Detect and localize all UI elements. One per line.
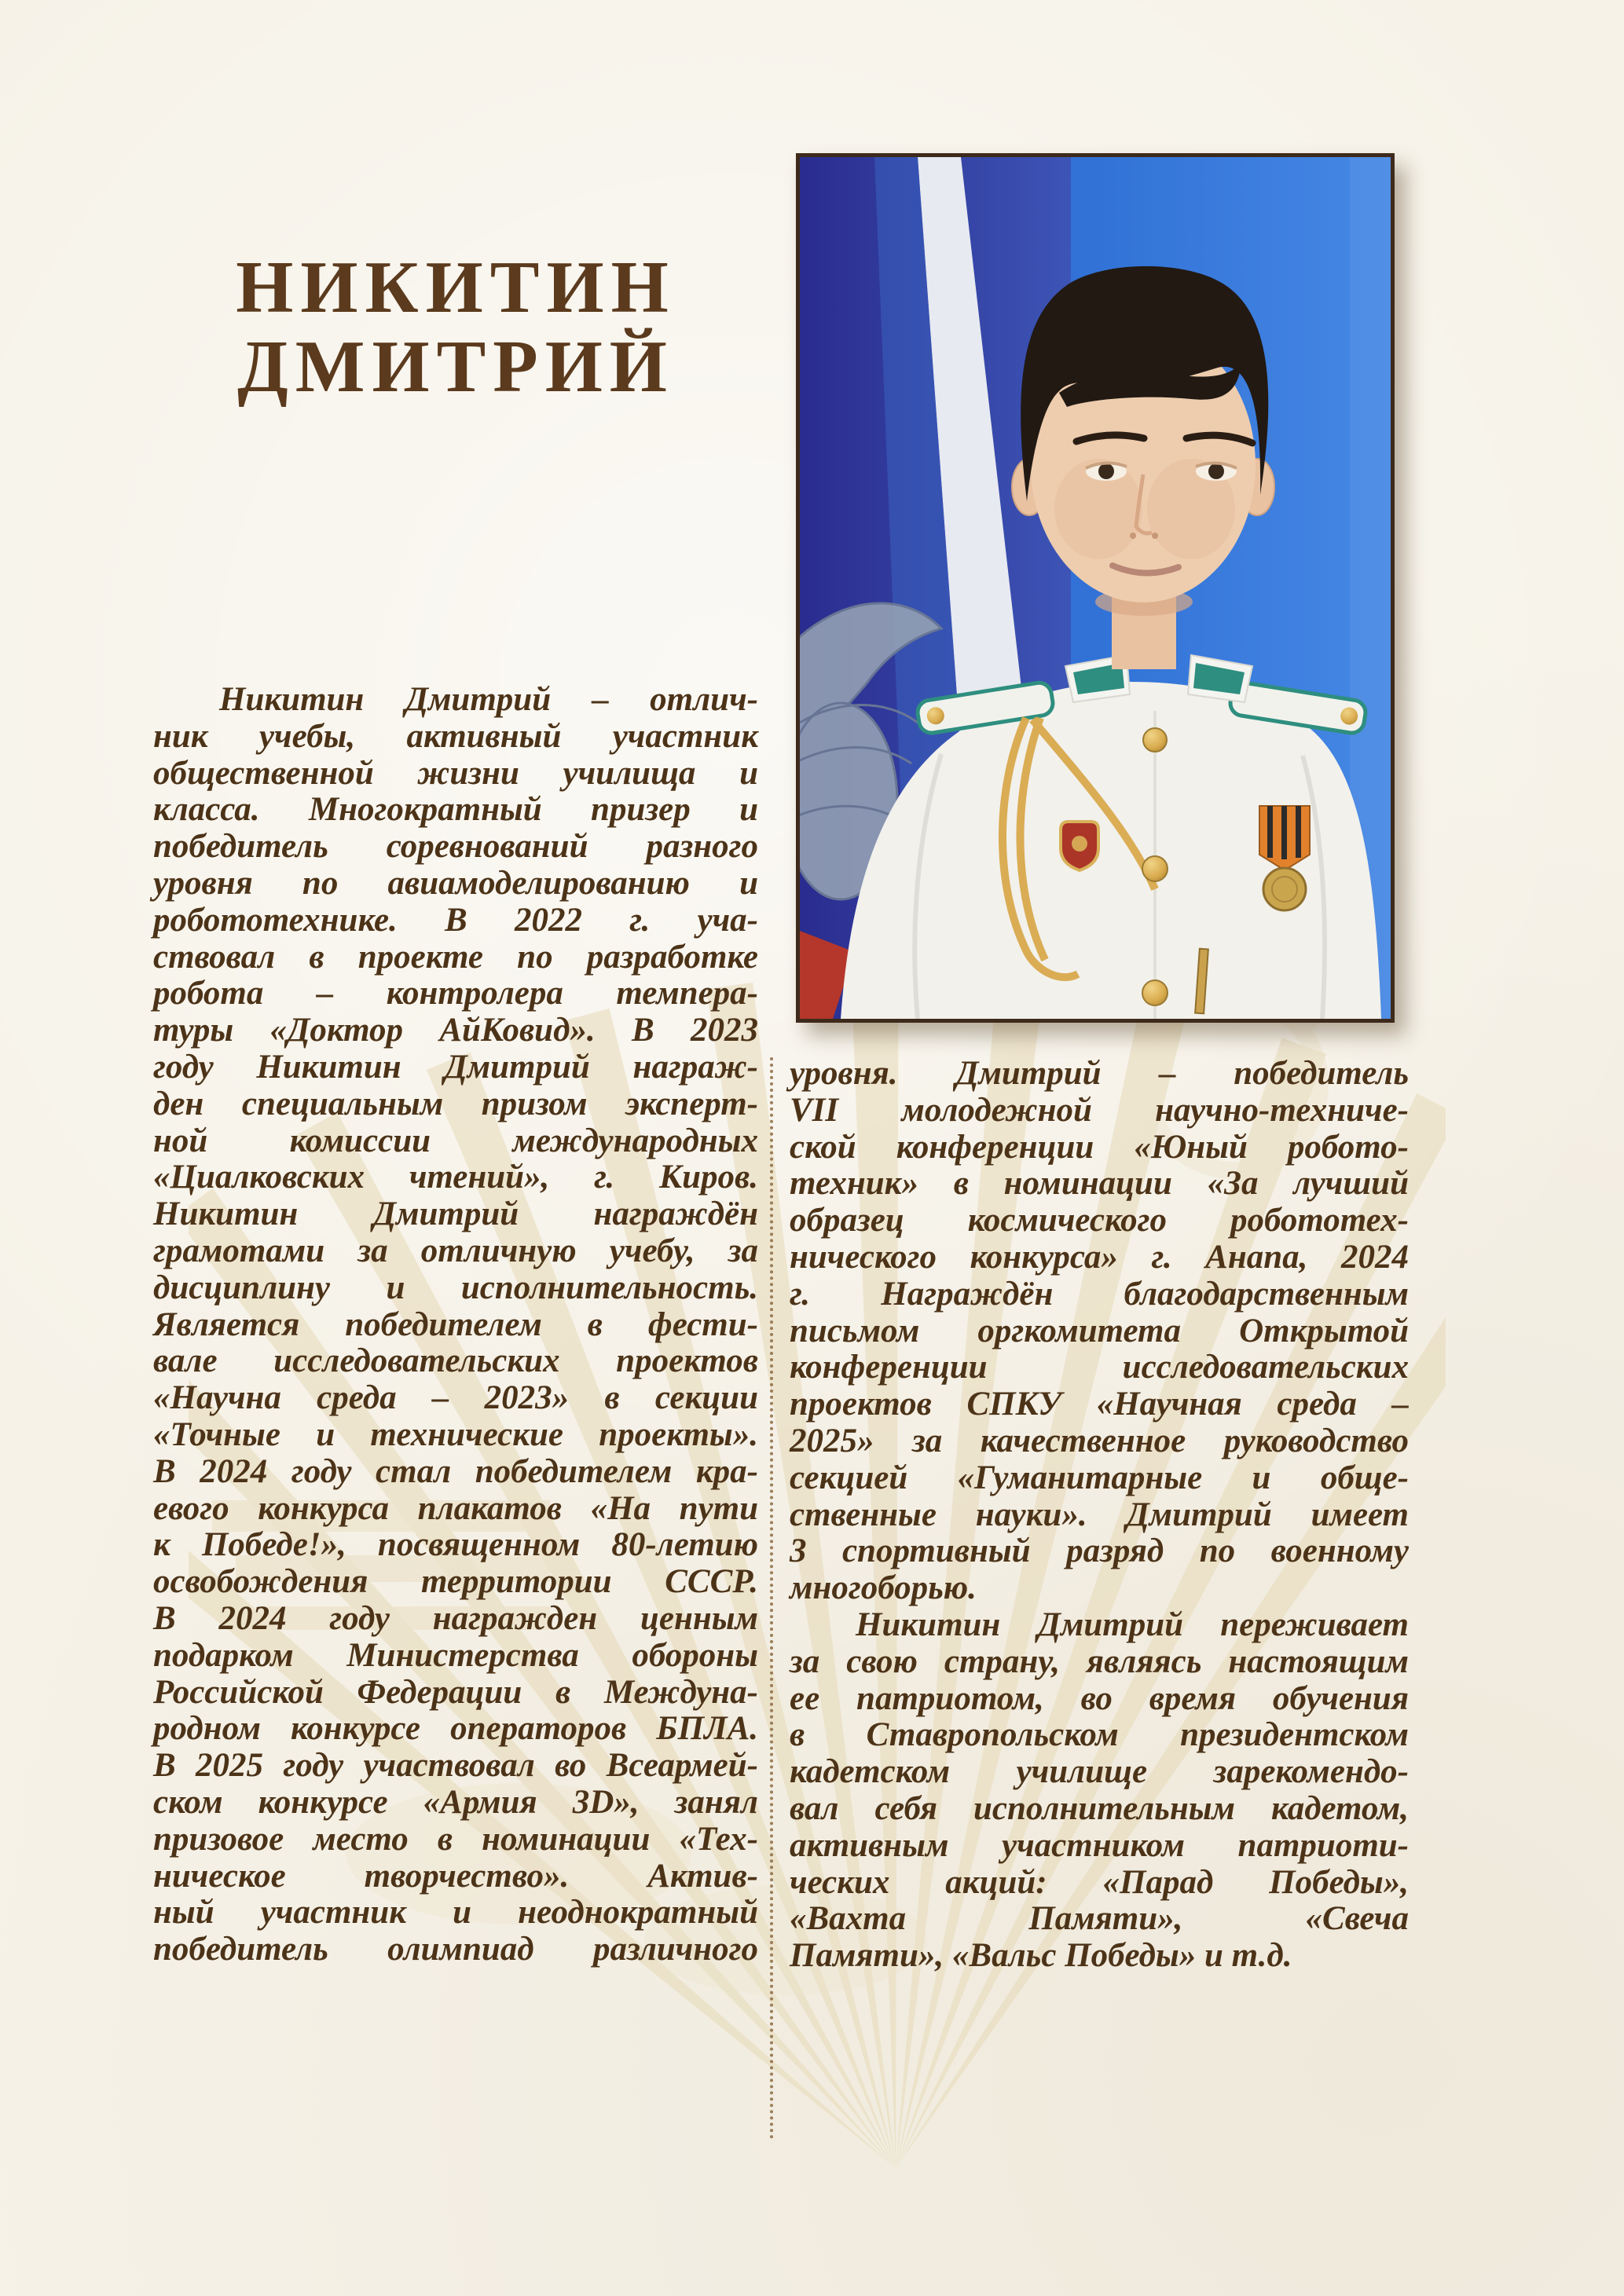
text-line: ской конференции «Юный робото- (790, 1128, 1409, 1166)
text-line: VII молодежной научно-техниче- (790, 1091, 1409, 1129)
text-line: Никитин Дмитрий награждён (153, 1196, 758, 1233)
text-line: робота – контролера темпера- (153, 975, 758, 1013)
text-line: В 2024 году стал победителем кра- (153, 1452, 758, 1490)
text-line: «Научна среда – 2023» в секции (153, 1379, 758, 1417)
text-line: секцией «Гуманитарные и обще- (790, 1459, 1409, 1496)
text-line: В 2025 году участвовал во Всеармей- (153, 1747, 758, 1785)
text-line: вал себя исполнительным кадетом, (790, 1789, 1409, 1827)
text-line: вале исследовательских проектов (153, 1342, 758, 1380)
text-line: конференции исследовательских (790, 1349, 1409, 1386)
text-line: подарком Министерства обороны (153, 1636, 758, 1674)
left-column (153, 682, 758, 1968)
page-title (153, 248, 758, 407)
right-column (790, 1056, 1409, 1975)
text-line: ее патриотом, во время обучения (790, 1679, 1409, 1717)
text-line: 3 спортивный разряд по военному (790, 1532, 1409, 1570)
text-line: образец космического робототех- (790, 1202, 1409, 1240)
text-line: ственные науки». Дмитрий имеет (790, 1496, 1409, 1533)
text-line: ческих акций: «Парад Победы», (790, 1863, 1409, 1901)
text-line: в Ставропольском президентском (790, 1716, 1409, 1754)
text-line: евого конкурса плакатов «На пути (153, 1489, 758, 1527)
text-line: ском конкурсе «Армия 3D», занял (153, 1783, 758, 1821)
text-line: к Победе!», посвященном 80-летию (153, 1526, 758, 1564)
text-line: «Циалковских чтений», г. Киров. (153, 1159, 758, 1196)
text-line: 2025» за качественное руководство (790, 1422, 1409, 1459)
cadet-portrait-photo (800, 157, 1391, 1019)
page-title-line2: ДМИТРИЙ (237, 326, 674, 408)
text-line: «Точные и технические проекты». (153, 1415, 758, 1453)
text-line: ствовал в проекте по разработке (153, 938, 758, 976)
text-line: уровня. Дмитрий – победитель (790, 1055, 1409, 1092)
text-line: призовое место в номинации «Тех- (153, 1820, 758, 1858)
text-line: победитель олимпиад различного (153, 1931, 758, 1968)
text-line: многоборью. (790, 1569, 977, 1607)
page-title-line1: НИКИТИН (236, 247, 676, 328)
text-line: Российской Федерации в Междуна- (153, 1673, 758, 1711)
text-line: за свою страну, являясь настоящим (790, 1642, 1409, 1680)
text-line: письмом оргкомитета Открытой (790, 1312, 1409, 1349)
text-line: «Вахта Памяти», «Свеча (790, 1900, 1409, 1938)
text-line: туры «Доктор АйКовид». В 2023 (153, 1012, 758, 1049)
text-line: ной комиссии международных (153, 1122, 758, 1159)
text-line: активным участником патриоти- (790, 1826, 1409, 1864)
text-line: общественной жизни училища и (153, 754, 758, 792)
text-line: грамотами за отличную учебу, за (153, 1232, 758, 1269)
text-line: проектов СПКУ «Научная среда – (790, 1386, 1409, 1423)
text-line: г. Награждён благодарственным (790, 1275, 1409, 1313)
text-line: ник учебы, активный участник (153, 717, 758, 755)
text-line: родном конкурсе операторов БПЛА. (153, 1710, 758, 1748)
text-line: Памяти», «Вальс Победы» и т.д. (790, 1937, 1292, 1975)
column-divider (770, 1057, 773, 2140)
text-line: ден специальным призом эксперт- (153, 1085, 758, 1122)
text-line: Никитин Дмитрий – отлич- (219, 681, 758, 718)
photo-frame (796, 153, 1395, 1023)
text-line: Никитин Дмитрий переживает (856, 1606, 1409, 1643)
text-line: победитель соревнований разного (153, 828, 758, 866)
text-line: В 2024 году награжден ценным (153, 1599, 758, 1637)
text-line: нического конкурса» г. Анапа, 2024 (790, 1238, 1409, 1276)
text-line: класса. Многократный призер и (153, 791, 758, 829)
text-line: освобождения территории СССР. (153, 1563, 758, 1601)
text-line: году Никитин Дмитрий награж- (153, 1048, 758, 1086)
text-line: уровня по авиамоделированию и (153, 864, 758, 902)
text-line: техник» в номинации «За лучший (790, 1165, 1409, 1203)
text-line: кадетском училище зарекомендо- (790, 1753, 1409, 1791)
text-line: Является победителем в фести- (153, 1305, 758, 1343)
text-line: робототехнике. В 2022 г. уча- (153, 901, 758, 939)
text-line: ный участник и неоднократный (153, 1894, 758, 1932)
text-line: дисциплину и исполнительность. (153, 1269, 758, 1306)
text-line: ническое творчество». Актив- (153, 1857, 758, 1895)
